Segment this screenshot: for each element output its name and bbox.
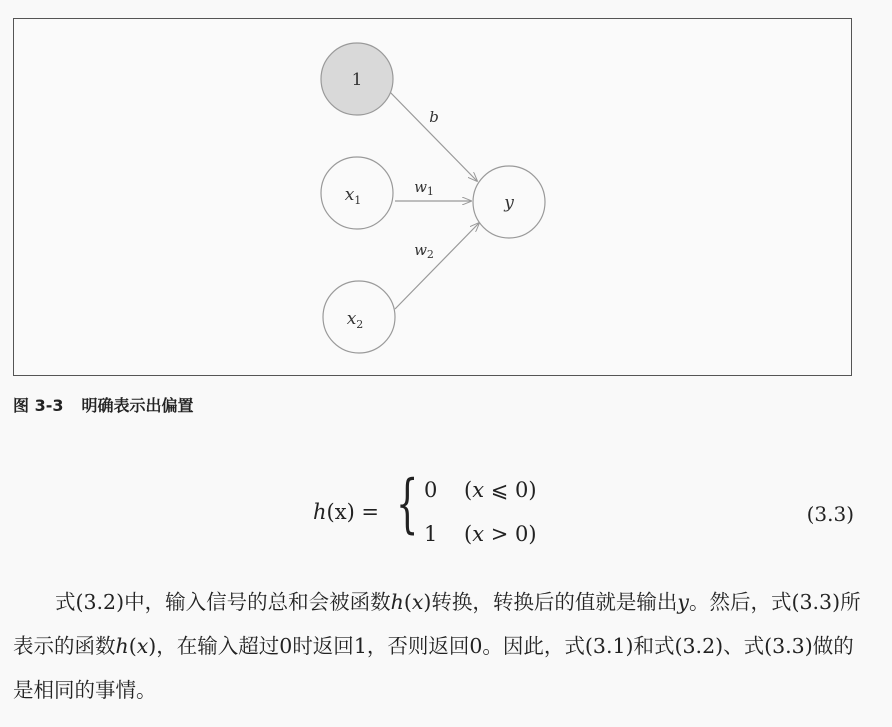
paragraph-1: 式(3.2)中，输入信号的总和会被函数h(x)转换，转换后的值就是输出y。然后，式(3.3)所表示的函数h(x)，在输入超过0时返回1，否则返回0。因此，式(3.1)和式(3.2)、式(3.3)做的是相同的事情。 bbox=[13, 590, 861, 702]
equation-lhs: h(x) = bbox=[313, 500, 380, 524]
figure-frame bbox=[13, 18, 852, 376]
equation-case-1: 0 (x ⩽ 0) bbox=[424, 478, 537, 502]
equation-block bbox=[0, 467, 892, 560]
x2-node bbox=[323, 281, 395, 353]
edge-b-label: b bbox=[429, 108, 439, 126]
x1-node bbox=[321, 157, 393, 229]
edge-w2-label: $w_2$ bbox=[414, 241, 434, 261]
edge-w2 bbox=[395, 223, 479, 309]
y-node-label: y bbox=[504, 193, 514, 213]
equation-brace: { bbox=[396, 467, 419, 541]
equation-case-2: 1 (x > 0) bbox=[424, 522, 537, 546]
figure-caption bbox=[13, 393, 194, 416]
body-paragraph bbox=[13, 580, 873, 712]
edge-w1-label: $w_1$ bbox=[414, 178, 434, 198]
edge-b bbox=[387, 89, 477, 181]
figure-number: 图 3-3 bbox=[13, 396, 64, 415]
bias-node-label: 1 bbox=[351, 70, 363, 90]
figure-title: 明确表示出偏置 bbox=[81, 396, 194, 415]
equation-number: (3.3) bbox=[806, 502, 854, 526]
x2-node-label: $x_2$ bbox=[346, 309, 364, 331]
perceptron-diagram bbox=[14, 19, 853, 377]
x1-node-label: $x_1$ bbox=[344, 185, 362, 207]
